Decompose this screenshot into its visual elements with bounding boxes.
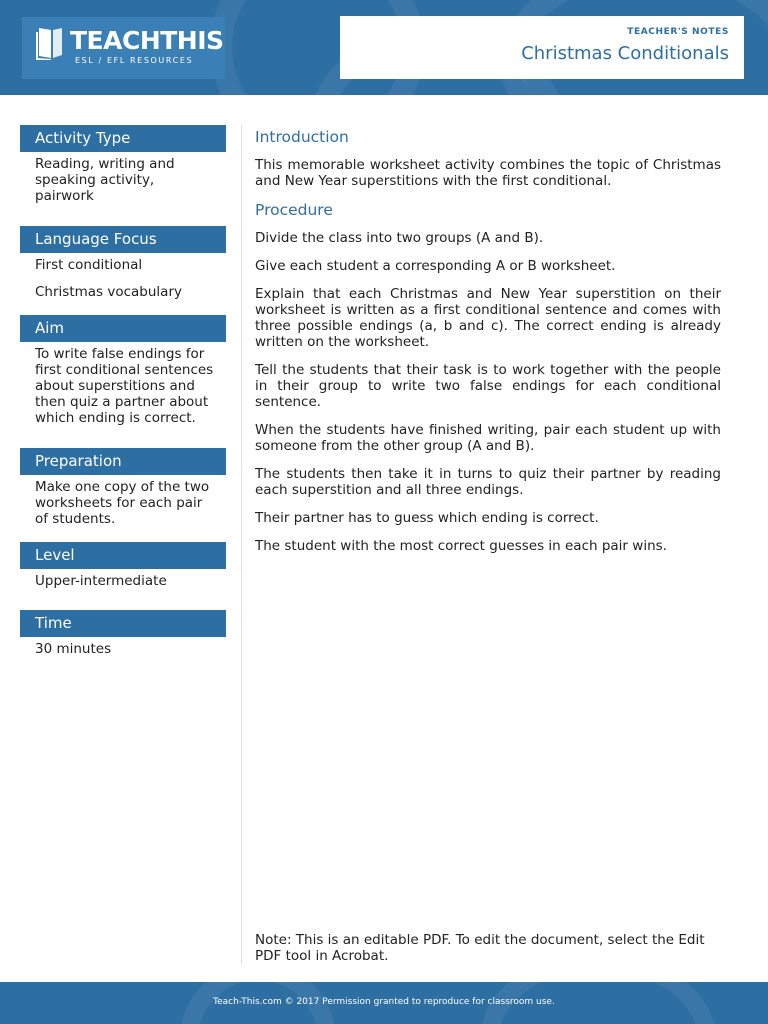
document-title: Christmas Conditionals (521, 43, 729, 64)
sidebar-section-body (20, 342, 226, 426)
procedure-step: Their partner has to guess which ending is correct. (255, 510, 599, 526)
editable-pdf-note: Note: This is an editable PDF. To edit the document, select the Edit PDF tool in Acrobat. (255, 932, 705, 964)
sidebar-section-body (20, 475, 226, 527)
sidebar-section-heading: Language Focus (20, 226, 226, 253)
sidebar-section (20, 125, 226, 204)
sidebar-section-body (20, 152, 226, 204)
sidebar-item: Reading, writing and speaking activity, pairwork (35, 156, 175, 204)
page-footer (0, 982, 768, 1024)
procedure-step: Explain that each Christmas and New Year superstition on their worksheet is written as a first conditional sentence and comes with three possible endings (a, b and c). The correct ending is already written on the worksheet. (255, 286, 721, 350)
sidebar-section-body (20, 637, 226, 657)
sidebar-section-heading: Level (20, 542, 226, 569)
procedure-step: The students then take it in turns to quiz their partner by reading each superstition and all three endings. (255, 466, 721, 498)
sidebar-section (20, 610, 226, 657)
procedure-step: Tell the students that their task is to work together with the people in their group to write two false endings for each conditional sentence. (255, 362, 721, 410)
procedure-step: When the students have finished writing, pair each student up with someone from the other group (A and B). (255, 422, 721, 454)
column-divider (241, 125, 242, 965)
sidebar-section-body (20, 253, 226, 300)
logo-subtitle: ESL / EFL RESOURCES (75, 56, 194, 65)
sidebar-section (20, 226, 226, 300)
sidebar-section-heading: Time (20, 610, 226, 637)
sidebar-section (20, 448, 226, 527)
title-box (340, 16, 744, 79)
sidebar-item: First conditional (35, 257, 143, 273)
footer-text: Teach-This.com © 2017 Permission granted to reproduce for classroom use. (213, 997, 555, 1007)
sidebar-item: Make one copy of the two worksheets for each pair of students. (35, 479, 210, 527)
sidebar-item: Christmas vocabulary (35, 284, 182, 300)
sidebar-item: Upper-intermediate (35, 573, 167, 589)
notes-label: TEACHER'S NOTES (627, 27, 729, 37)
sidebar-section-body (20, 569, 226, 589)
procedure-steps (255, 230, 721, 554)
introduction-text: This memorable worksheet activity combines the topic of Christmas and New Year superstitions with the first conditional. (255, 157, 721, 189)
sidebar (20, 125, 226, 668)
procedure-step: Give each student a corresponding A or B worksheet. (255, 258, 616, 274)
procedure-step: Divide the class into two groups (A and B). (255, 230, 544, 246)
introduction-heading: Introduction (255, 128, 349, 146)
procedure-step: The student with the most correct guesses in each pair wins. (255, 538, 667, 554)
logo-text: TEACHTHIS (70, 26, 224, 55)
page-header (0, 0, 768, 95)
sidebar-section-heading: Aim (20, 315, 226, 342)
sidebar-section-heading: Activity Type (20, 125, 226, 152)
sidebar-section-heading: Preparation (20, 448, 226, 475)
sidebar-item: To write false endings for first conditional sentences about superstitions and then quiz a partner about which ending is correct. (35, 346, 214, 426)
sidebar-item: 30 minutes (35, 641, 112, 657)
sidebar-section (20, 315, 226, 426)
procedure-heading: Procedure (255, 201, 333, 219)
sidebar-section (20, 542, 226, 589)
logo (22, 17, 225, 79)
main-content (255, 128, 721, 566)
book-icon (35, 26, 65, 60)
